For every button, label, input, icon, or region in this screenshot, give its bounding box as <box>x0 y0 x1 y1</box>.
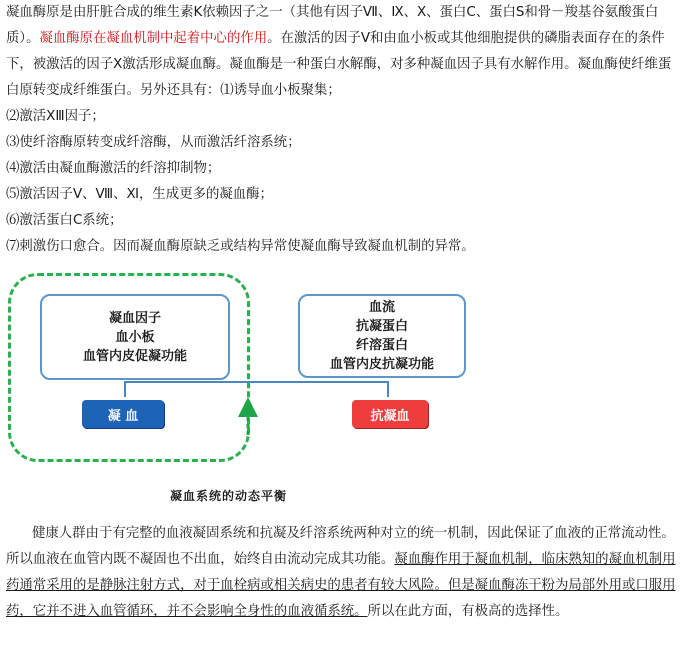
anticoagulation-tag: 抗凝血 <box>352 400 428 428</box>
coagulation-balance-diagram <box>0 270 681 520</box>
coagulation-factors-box <box>40 294 230 380</box>
list-item: ⑵激活ⅩⅢ因子； <box>6 109 105 124</box>
list-item: ⑸激活因子Ⅴ、Ⅷ、Ⅺ，生成更多的凝血酶； <box>6 187 273 202</box>
box-line: 纤溶蛋白 <box>355 338 408 353</box>
box-line: 血小板 <box>115 329 155 345</box>
list-item: ⑷激活由凝血酶激活的纤溶抑制物； <box>6 161 221 176</box>
closing-paragraph <box>6 521 678 625</box>
closing-underlined: 凝血酶作用于凝血机制，临床熟知的凝血机制用药通常采用的是静脉注射方式，对于血栓病或相关病史的患者有较大风险。但是凝血酶冻干粉为局部外用或口服用药，它并不进入血管循环，并不会影响全身性的血液循系统。 <box>6 552 676 619</box>
intro-sentence-3: 。在激活的因子Ⅴ和由血小板或其他细胞提供的磷脂表面存在的条件下，被激活的因子Ⅹ激活形成凝血酶。凝血酶是一种蛋白水解酶，对多种凝血因子具有水解作用。凝血酶使纤维蛋白原转变成纤维蛋白。另外还具有：⑴诱导血小板聚集； <box>6 31 672 98</box>
diagram-caption: 凝血系统的动态平衡 <box>170 489 288 503</box>
fulcrum-triangle-icon <box>236 395 260 437</box>
closing-sentence-3: 所以在此方面，有极高的选择性。 <box>367 604 569 619</box>
box-line: 凝血因子 <box>108 310 161 326</box>
list-item: ⑶使纤溶酶原转变成纤溶酶，从而激活纤溶系统； <box>6 135 301 150</box>
intro-sentence-1: 凝血酶原是由肝脏合成的维生素K依赖因子之一（其他有因子Ⅶ、Ⅸ、Ⅹ、蛋白C、蛋白S和骨－羧基谷氨酸蛋白质）。 <box>6 5 659 46</box>
coagulation-tag: 凝 血 <box>82 400 164 428</box>
intro-highlight: 凝血酶原在凝血机制中起着中心的作用 <box>39 31 268 46</box>
box-line: 血管内皮抗凝功能 <box>329 357 434 372</box>
box-line: 血流 <box>368 300 395 315</box>
closing-sentence-1: 健康人群由于有完整的血液凝固系统和抗凝及纤溶系统两种对立的统一机制，因此保证了血液的正常流动性。所以血液在血管内既不凝固也不出血，始终自由流动完成其功能。 <box>6 526 675 567</box>
box-line: 血管内皮促凝功能 <box>82 348 187 364</box>
anticoagulation-factors-box <box>298 294 466 378</box>
box-line: 抗凝蛋白 <box>355 319 408 334</box>
list-item: ⑹激活蛋白C系统； <box>6 213 123 228</box>
intro-paragraph <box>6 0 678 104</box>
list-item: ⑺刺激伤口愈合。因而凝血酶原缺乏或结构异常使凝血酶导致凝血机制的异常。 <box>6 239 475 254</box>
